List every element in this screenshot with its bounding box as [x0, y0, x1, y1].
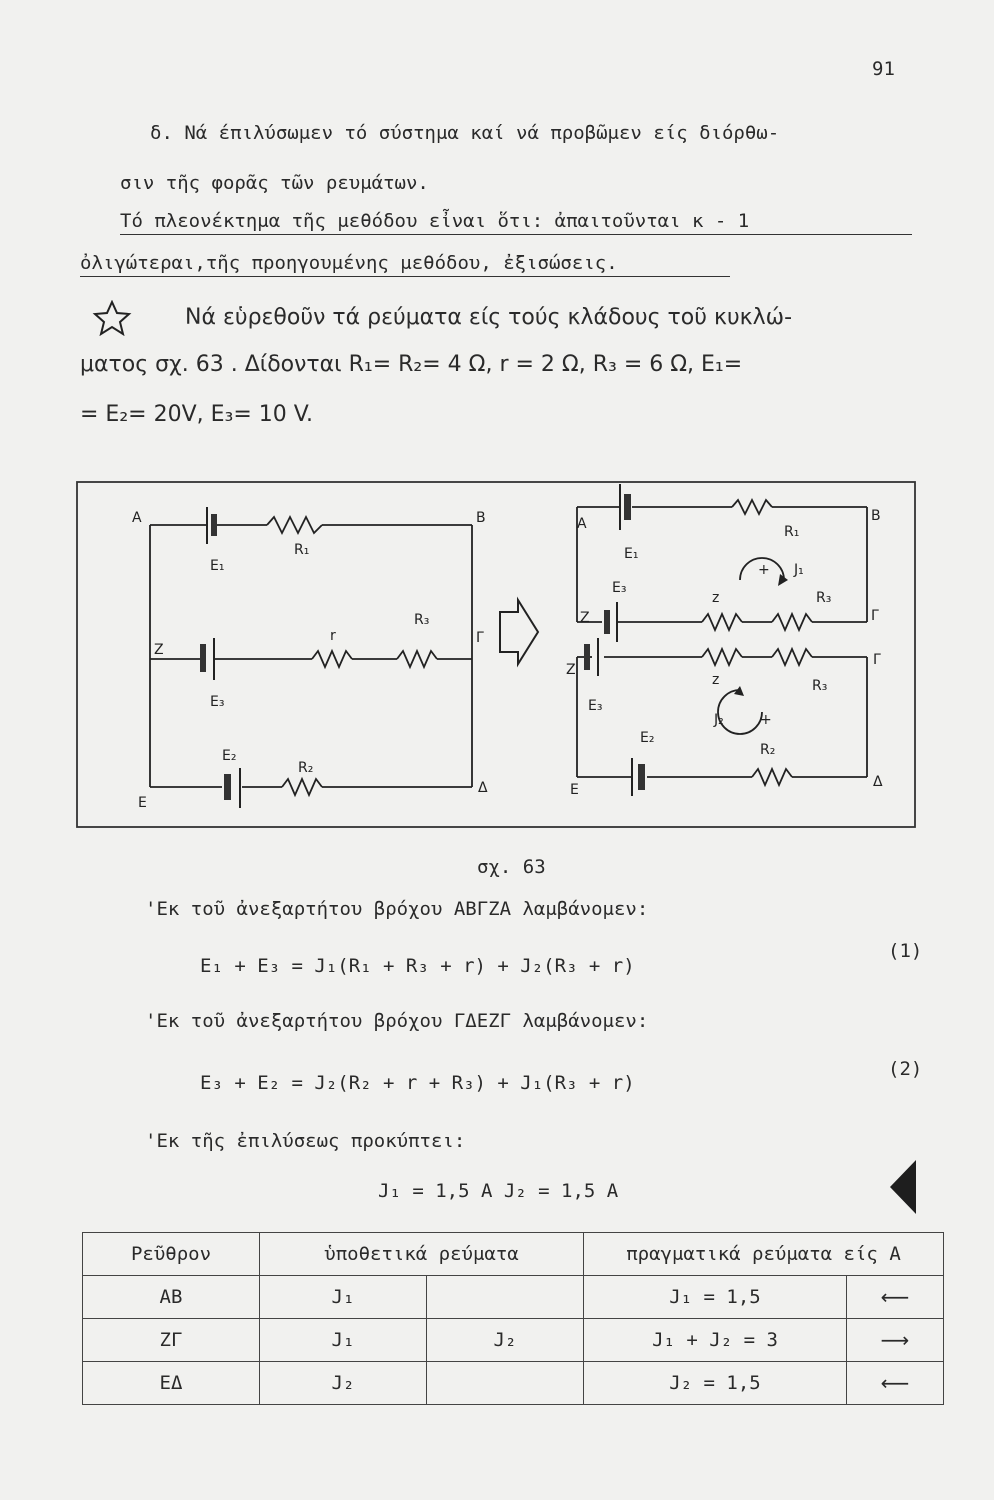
- branch-cell: ΖΓ: [83, 1319, 260, 1362]
- left-label-r2: R₂: [298, 760, 314, 776]
- left-battery-e1: [207, 507, 217, 544]
- right-node-gamma-1: Γ: [871, 608, 879, 624]
- equation-2: E₃ + E₂ = J₂(R₂ + r + R₃) + J₁(R₃ + r): [200, 1072, 635, 1094]
- actual-cell: J₁ = 1,5: [584, 1276, 847, 1319]
- right-label-e1: E₁: [624, 546, 639, 562]
- solution-values: J₁ = 1,5 A J₂ = 1,5 A: [378, 1180, 619, 1202]
- star-icon: [92, 300, 132, 340]
- right-node-a: A: [577, 516, 587, 532]
- table-header-row: [83, 1233, 944, 1276]
- branch-cell: ΕΔ: [83, 1362, 260, 1405]
- problem-line-3: = E₂= 20V, E₃= 10 V.: [80, 402, 313, 427]
- direction-arrow-icon: ⟵: [847, 1276, 944, 1319]
- actual-cell: J₁ + J₂ = 3: [584, 1319, 847, 1362]
- text-line-1: δ. Νά έπιλύσωμεν τό σύστημα καί νά προβῶμεν είς διόρθω-: [150, 122, 780, 144]
- right-label-r1: R₁: [784, 524, 800, 540]
- hyp1-cell: J₁: [260, 1319, 427, 1362]
- left-node-b: B: [476, 510, 486, 526]
- actual-cell: J₂ = 1,5: [584, 1362, 847, 1405]
- right-node-b: B: [871, 508, 881, 524]
- hyp1-cell: J₁: [260, 1276, 427, 1319]
- right-label-z-bottom: z: [712, 672, 720, 688]
- left-label-e1: E₁: [210, 558, 225, 574]
- text-line-2: σιν τῆς φορᾶς τῶν ρευμάτων.: [120, 172, 429, 194]
- table-row: [83, 1276, 944, 1319]
- right-battery-e2: [632, 758, 645, 796]
- right-label-j1: J₁: [794, 562, 804, 578]
- results-table: [82, 1232, 944, 1405]
- left-label-r3: R₃: [414, 612, 430, 628]
- direction-arrow-icon: ⟵: [847, 1362, 944, 1405]
- left-node-delta: Δ: [478, 780, 488, 796]
- hyp2-cell: [427, 1276, 584, 1319]
- left-node-z: Ζ: [154, 642, 164, 658]
- left-circuit: [150, 517, 472, 795]
- solution-intro: 'Εκ τῆς ἐπιλύσεως προκύπτει:: [145, 1130, 466, 1152]
- right-battery-e1: [620, 484, 631, 530]
- left-battery-e3: [200, 638, 214, 680]
- loop1-intro: 'Εκ τοῦ ἀνεξαρτήτου βρόχου ΑΒΓΖΑ λαμβάνομεν:: [145, 898, 649, 920]
- problem-line-1: Νά εὑρεθοῦν τά ρεύματα είς τούς κλάδους τοῦ κυκλώ-: [185, 305, 793, 330]
- left-node-e: Ε: [138, 795, 147, 811]
- figure-caption: σχ. 63: [477, 856, 546, 878]
- left-node-a: A: [132, 510, 142, 526]
- problem-line-2: ματος σχ. 63 . Δίδονται R₁= R₂= 4 Ω, r = 2 Ω, R₃ = 6 Ω, E₁=: [80, 352, 743, 377]
- right-node-e: Ε: [570, 782, 579, 798]
- hyp1-cell: J₂: [260, 1362, 427, 1405]
- left-battery-e2: [224, 768, 240, 808]
- table-row: [83, 1319, 944, 1362]
- transform-arrow-icon: [500, 600, 538, 664]
- right-label-j2: J₂: [714, 712, 724, 728]
- right-circuit: [577, 500, 867, 785]
- right-node-gamma-2: Γ: [873, 652, 881, 668]
- equation-1-number: (1): [888, 940, 923, 962]
- right-label-r2: R₂: [760, 742, 776, 758]
- text-line-3: Τό πλεονέκτημα τῆς μεθόδου εἶναι ὅτι: ἀπαιτοῦνται κ - 1: [120, 210, 912, 235]
- left-label-r1: R₁: [294, 542, 310, 558]
- right-label-z-top: z: [712, 590, 720, 606]
- hyp2-cell: [427, 1362, 584, 1405]
- equation-2-number: (2): [888, 1058, 923, 1080]
- page-marker-triangle-icon: [888, 1160, 918, 1218]
- right-label-e3-bottom: E₃: [588, 698, 603, 714]
- right-node-z-1: Ζ: [580, 610, 590, 626]
- loop2-intro: 'Εκ τοῦ ἀνεξαρτήτου βρόχου ΓΔΕΖΓ λαμβάνομεν:: [145, 1010, 649, 1032]
- right-label-plus-1: +: [758, 562, 770, 578]
- table-row: [83, 1362, 944, 1405]
- left-label-r: r: [330, 628, 336, 644]
- left-node-gamma: Γ: [476, 630, 484, 646]
- right-label-e3-top: E₃: [612, 580, 627, 596]
- branch-cell: ΑΒ: [83, 1276, 260, 1319]
- right-label-plus-2: +: [760, 712, 772, 728]
- right-label-r3-top: R₃: [816, 590, 832, 606]
- table-header-branch: Ρεῦθρον: [83, 1233, 260, 1276]
- right-label-r3-bottom: R₃: [812, 678, 828, 694]
- page-number: 91: [872, 58, 895, 80]
- direction-arrow-icon: ⟶: [847, 1319, 944, 1362]
- right-node-delta: Δ: [873, 774, 883, 790]
- left-label-e3: E₃: [210, 694, 225, 710]
- table-header-hypothetical: ὑποθετικά ρεύματα: [260, 1233, 584, 1276]
- equation-1: E₁ + E₃ = J₁(R₁ + R₃ + r) + J₂(R₃ + r): [200, 955, 635, 977]
- circuit-figure: [72, 462, 922, 842]
- left-label-e2: E₂: [222, 748, 237, 764]
- right-battery-e3-top: [604, 602, 617, 642]
- hyp2-cell: J₂: [427, 1319, 584, 1362]
- table-header-actual: πραγματικά ρεύματα είς Α: [584, 1233, 944, 1276]
- right-label-e2: E₂: [640, 730, 655, 746]
- text-line-4: ὀλιγώτεραι,τῆς προηγουμένης μεθόδου, ἐξισώσεις.: [80, 252, 730, 277]
- right-node-z-2: Ζ: [566, 662, 576, 678]
